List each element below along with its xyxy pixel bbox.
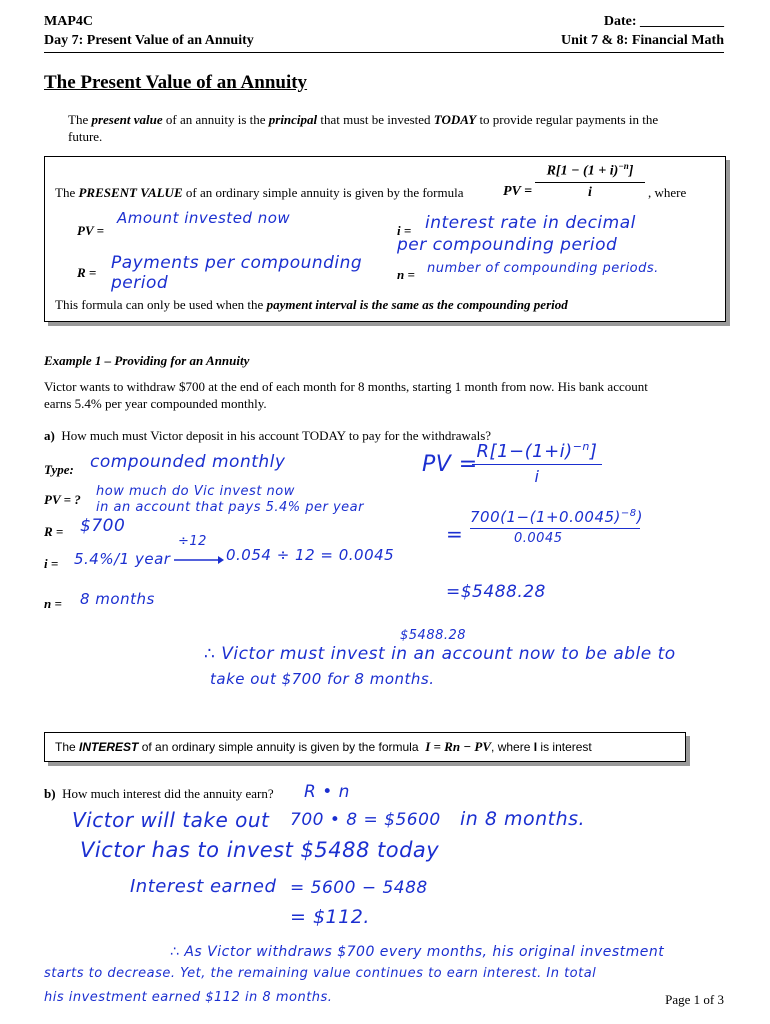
r-variable-handwriting-1: Payments per compounding — [111, 253, 363, 273]
i-variable-label: i = — [397, 223, 412, 238]
i-given-handwriting-2: 0.054 ÷ 12 = 0.0045 — [226, 546, 395, 564]
pv-formula-fraction — [535, 161, 645, 201]
page-number: Page 1 of 3 — [665, 992, 724, 1007]
pv-unknown-handwriting-2: in an account that pays 5.4% per year — [96, 500, 364, 515]
n-variable-label: n = — [397, 267, 415, 282]
answer-line-2: take out $700 for 8 months. — [210, 670, 435, 688]
n-variable-handwriting: number of compounding periods. — [427, 261, 659, 276]
part-b-line3b: = 5600 − 5488 — [290, 878, 428, 898]
part-b-rn: R • n — [304, 782, 350, 802]
r-variable-label: R = — [77, 265, 97, 280]
answer-line-1: ∴ Victor must invest in an account now to be able to — [204, 644, 676, 664]
r-variable-handwriting-2: period — [111, 273, 169, 293]
part-b-line1a: Victor will take out — [72, 808, 270, 832]
arrow-icon — [174, 552, 224, 562]
part-b-line5: ∴ As Victor withdraws $700 every months, his original investment — [170, 944, 665, 960]
example-heading: Example 1 – Providing for an Annuity — [44, 353, 250, 368]
i-variable-handwriting-2: per compounding period — [397, 235, 618, 255]
type-label: Type: — [44, 462, 74, 477]
i-given-label: i = — [44, 556, 59, 571]
r-given-label: R = — [44, 524, 64, 539]
formula-condition-note: This formula can only be used when the payment interval is the same as the compounding period — [55, 297, 568, 312]
unit-title: Unit 7 & 8: Financial Math — [561, 33, 724, 48]
pv-formula-box — [44, 156, 726, 322]
interest-formula-text: The INTEREST of an ordinary simple annuity is given by the formula I = Rn − PV, where I is interest — [55, 739, 592, 754]
part-b-line6: starts to decrease. Yet, the remaining value continues to earn interest. In total — [44, 966, 597, 981]
work-step2-equals: = — [446, 522, 464, 546]
day-title: Day 7: Present Value of an Annuity — [44, 33, 254, 48]
example-text: Victor wants to withdraw $700 at the end of each month for 8 months, starting 1 month from now. His bank account earns 5.4% per year compounded monthly. — [44, 379, 648, 411]
part-b-line4: = $112. — [290, 906, 370, 928]
n-given-label: n = — [44, 596, 62, 611]
work-step3-result: =$5488.28 — [446, 582, 546, 602]
question-b: b) How much interest did the annuity earn? — [44, 786, 274, 801]
pv-formula-intro: The PRESENT VALUE of an ordinary simple annuity is given by the formula — [55, 185, 464, 200]
part-b-line1b: 700 • 8 = $5600 — [290, 810, 441, 830]
intro-paragraph: The present value of an annuity is the principal that must be invested TODAY to provide regular payments in the future. — [68, 112, 659, 144]
header-rule — [44, 52, 724, 53]
pv-formula-denominator: i — [588, 184, 592, 200]
i-given-handwriting-1: 5.4%/1 year — [74, 550, 171, 568]
course-code: MAP4C — [44, 14, 93, 29]
pv-variable-label: PV = — [77, 223, 105, 238]
work-pv-lhs: PV = — [422, 452, 478, 477]
date-field: Date: ____________ — [603, 14, 724, 29]
part-b-line1c: in 8 months. — [460, 808, 586, 830]
i-variable-handwriting-1: interest rate in decimal — [425, 213, 636, 233]
question-a: a) How much must Victor deposit in his account TODAY to pay for the withdrawals? — [44, 428, 492, 443]
i-divide-handwriting: ÷12 — [178, 534, 207, 549]
work-pv-fraction: $R[1-(1+i)^{-n}]$ i — [472, 440, 602, 486]
page-title: The Present Value of an Annuity — [44, 72, 308, 93]
pv-unknown-handwriting-1: how much do Vic invest now — [96, 484, 295, 499]
pv-formula-where: , where — [648, 185, 687, 200]
pv-formula-lhs: PV = — [503, 184, 533, 199]
pv-unknown-label: PV = ? — [44, 492, 81, 507]
pv-formula-numerator: $R[1 - (1 + i)^{-n}]$ — [546, 161, 634, 179]
interest-formula-box — [44, 732, 686, 762]
work-step2-fraction: $700(1-(1+0.0045)^{-8})$ 0.0045 — [470, 508, 644, 546]
part-b-line2: Victor has to invest $5488 today — [80, 838, 440, 862]
pv-variable-handwriting: Amount invested now — [117, 209, 291, 227]
part-b-line7: his investment earned $112 in 8 months. — [44, 990, 333, 1005]
n-given-handwriting: 8 months — [80, 590, 155, 608]
r-given-handwriting: $700 — [80, 516, 126, 536]
answer-small-value: $5488.28 — [400, 628, 467, 643]
type-handwriting: compounded monthly — [90, 452, 286, 472]
part-b-line3a: Interest earned — [130, 876, 277, 897]
